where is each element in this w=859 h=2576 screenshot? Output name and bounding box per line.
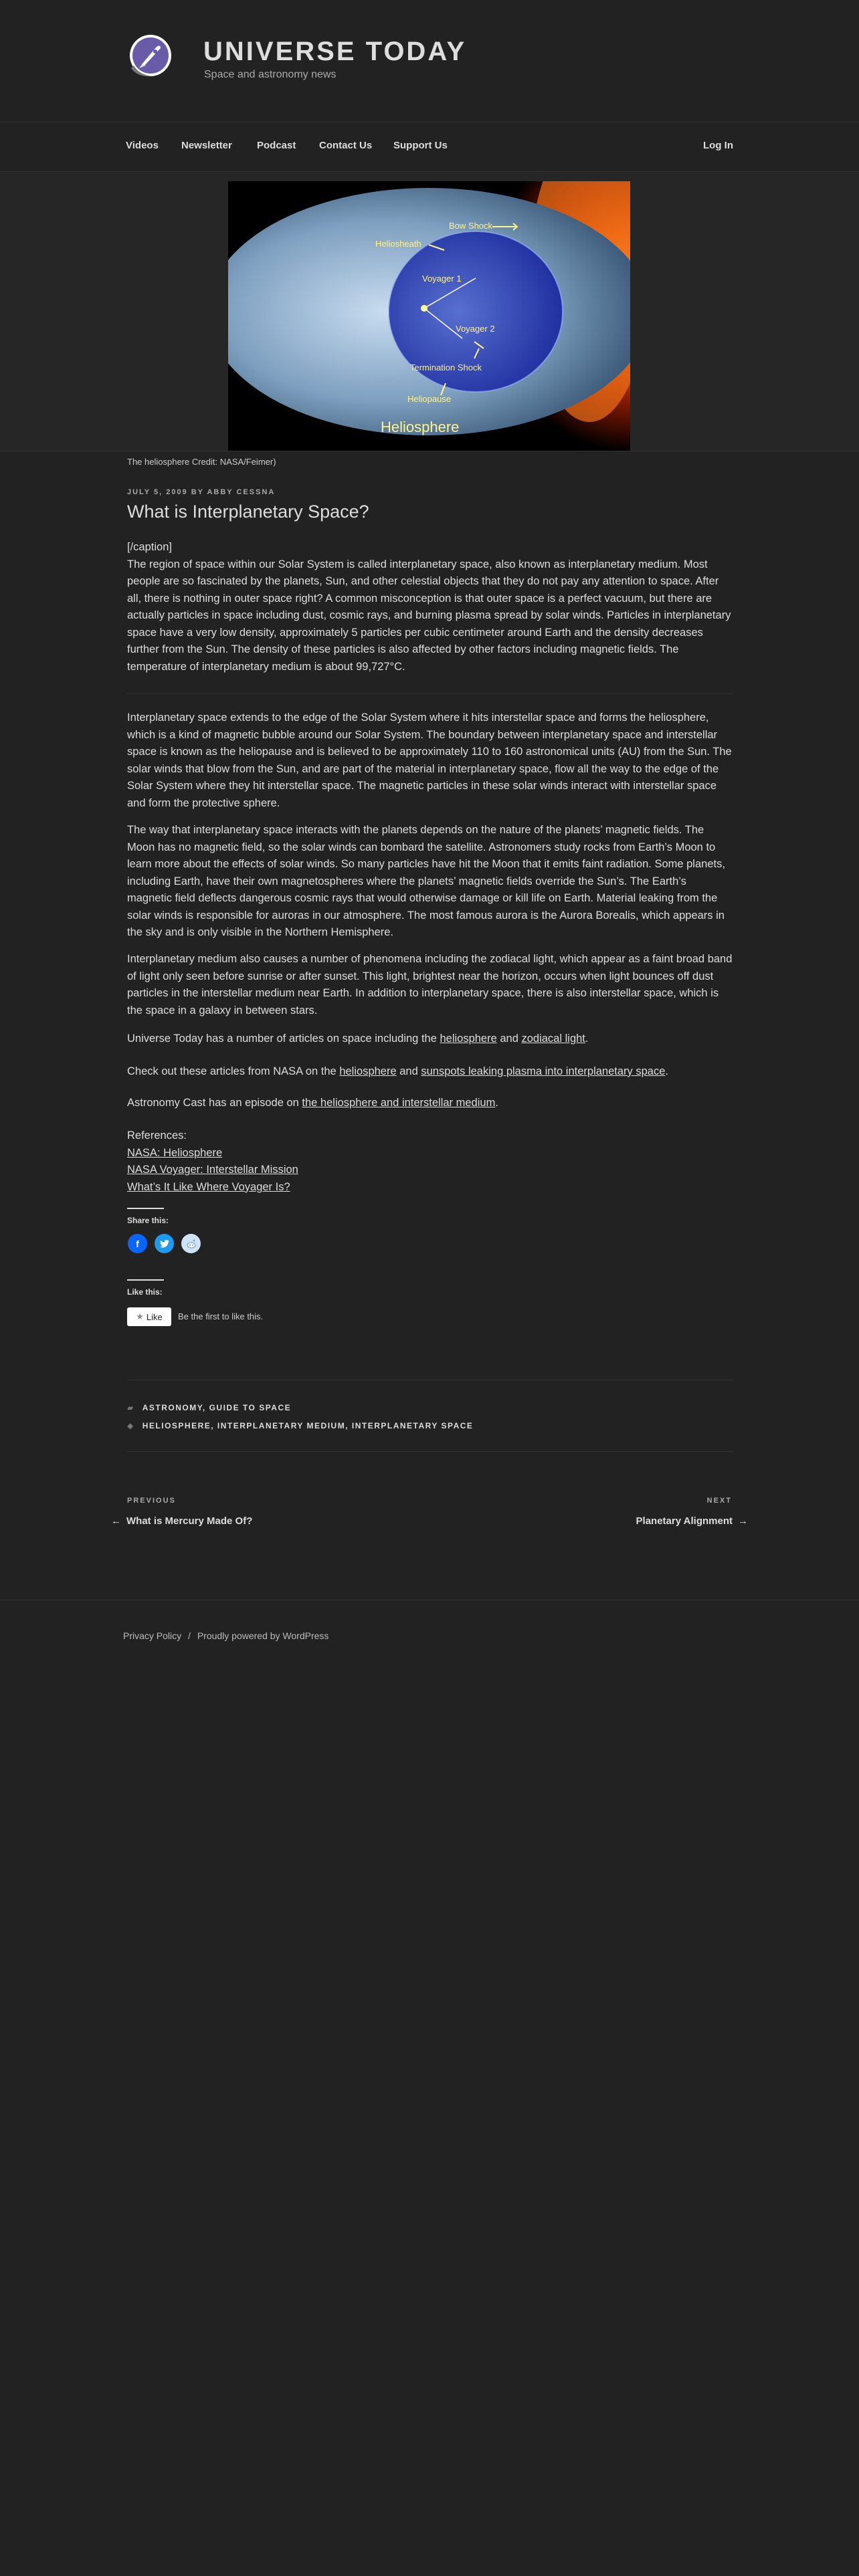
next-post-link[interactable] [636, 1515, 748, 1527]
categories-links[interactable]: ASTRONOMY, GUIDE TO SPACE [142, 1403, 292, 1412]
ref-voyager-article[interactable]: What’s It Like Where Voyager Is? [127, 1180, 290, 1193]
wordpress-link[interactable]: Proudly powered by WordPress [197, 1630, 329, 1641]
next-label: NEXT [706, 1497, 732, 1505]
paragraph-6 [127, 1063, 733, 1081]
reddit-share-button[interactable] [181, 1234, 201, 1253]
login-link[interactable]: Log In [703, 140, 733, 151]
content-separator [127, 693, 733, 694]
heliosphere-image [228, 181, 630, 451]
p5-text-end: . [585, 1033, 589, 1045]
post-title: What is Interplanetary Space? [127, 502, 369, 522]
main-navigation [0, 122, 859, 172]
label-heliosphere: Heliosphere [381, 419, 460, 435]
link-sunspots-plasma[interactable]: sunspots leaking plasma into interplanetary space [421, 1065, 666, 1077]
paragraph-5 [127, 1031, 733, 1048]
site-footer [123, 1630, 328, 1641]
facebook-share-button[interactable] [128, 1234, 147, 1253]
p6-text-mid: and [396, 1065, 421, 1077]
ref-nasa-voyager[interactable]: NASA Voyager: Interstellar Mission [127, 1164, 298, 1176]
caption-tag: [/caption] [127, 541, 172, 553]
previous-post-title: What is Mercury Made Of? [126, 1515, 253, 1527]
share-label: Share this: [127, 1216, 169, 1225]
site-header [0, 0, 859, 122]
nav-item-support-us[interactable]: Support Us [393, 140, 448, 151]
like-button-label: Like [146, 1311, 163, 1322]
nav-item-podcast[interactable]: Podcast [257, 140, 296, 151]
image-caption: The heliosphere Credit: NASA/Feimer) [127, 457, 276, 467]
rocket-logo-icon [126, 33, 173, 80]
label-heliopause: Heliopause [407, 394, 452, 404]
arrow-right-icon: → [738, 1515, 748, 1527]
folder-icon: ▰ [127, 1403, 134, 1412]
p7-text: Astronomy Cast has an episode on [127, 1097, 302, 1109]
privacy-policy-link[interactable]: Privacy Policy [123, 1630, 182, 1641]
site-description: Space and astronomy news [204, 69, 337, 80]
reddit-icon [186, 1239, 197, 1249]
p5-text-mid: and [496, 1033, 522, 1045]
featured-image-area [0, 172, 859, 451]
share-rule [127, 1208, 164, 1209]
site-logo[interactable] [126, 33, 173, 80]
footer-sep: / [188, 1630, 191, 1641]
nav-item-contact-us[interactable]: Contact Us [319, 140, 373, 151]
link-heliosphere-ut[interactable]: heliosphere [440, 1033, 497, 1045]
tags-row [127, 1421, 473, 1430]
label-termination-shock: Termination Shock [410, 362, 482, 372]
paragraph-2: Interplanetary space extends to the edge of the Solar System where it hits interstellar space and forms the heliosphere, which is a kind of magnetic bubble around our Solar System. The boundary between interplanetary space and interstellar space is known as the heliopause and is believed to be approximately 110 to 160 astronomical units (AU) from the Sun. The solar winds that blow from the Sun, and are part of the material in interplanetary space, flow all the way to the edge of the Solar System where they hit interstellar space. The magnetic particles in these solar winds interact with interstellar space and form the protective sphere. [127, 712, 732, 809]
nav-item-newsletter[interactable]: Newsletter [181, 140, 232, 151]
label-bow-shock: Bow Shock [449, 221, 493, 231]
like-label: Like this: [127, 1287, 163, 1297]
previous-label: PREVIOUS [127, 1497, 176, 1505]
tag-icon: ◆ [127, 1421, 134, 1430]
p6-text: Check out these articles from NASA on the [127, 1065, 340, 1077]
tags-links[interactable]: HELIOSPHERE, INTERPLANETARY MEDIUM, INTERPLANETARY SPACE [142, 1421, 474, 1430]
arrow-left-icon: ← [111, 1515, 121, 1527]
paragraph-3: The way that interplanetary space interacts with the planets depends on the nature of the planets’ magnetic fields. The Moon has no magnetic field, so the solar winds can bombard the satellite. Astronomers study rocks from Earth’s Moon to learn more about the effects of solar winds. So many particles have hit the Moon that it emits faint radiation. Some planets, including Earth, have their own magnetospheres where the planets’ magnetic fields override the Sun’s. The Earth’s magnetic field deflects dangerous cosmic rays that would otherwise damage or kill life on Earth. Material leaking from the solar winds is responsible for auroras in our atmosphere. The most famous aurora is the Aurora Borealis, which appears in the sky and is only visible in the Northern Hemisphere. [127, 824, 725, 939]
twitter-share-button[interactable] [155, 1234, 174, 1253]
like-button[interactable] [127, 1307, 171, 1326]
facebook-icon: f [136, 1238, 139, 1249]
ref-nasa-heliosphere[interactable]: NASA: Heliosphere [127, 1146, 223, 1159]
next-post-title: Planetary Alignment [636, 1515, 733, 1527]
label-voyager2: Voyager 2 [456, 324, 495, 334]
references-label: References: [127, 1130, 187, 1142]
twitter-icon [160, 1240, 169, 1248]
references [127, 1128, 733, 1196]
paragraph-4: Interplanetary medium also causes a number of phenomena including the zodiacal light, which appear as a faint broad band of light only seen before sunrise or after sunset. This light, brightest near the horizon, occurs when light bounces off dust particles in the interstellar medium near Earth. In addition to interplanetary space, there is also interstellar space, which is the space in a galaxy in between stars. [127, 953, 733, 1016]
site-title[interactable]: UNIVERSE TODAY [203, 37, 467, 66]
star-icon: ★ [136, 1311, 144, 1321]
label-heliosheath: Heliosheath [375, 239, 421, 249]
p7-text-end: . [495, 1097, 498, 1109]
like-rule [127, 1279, 164, 1281]
link-heliosphere-nasa[interactable]: heliosphere [339, 1065, 397, 1077]
paragraph-7 [127, 1095, 733, 1112]
taxonomy-separator-bottom [127, 1451, 733, 1452]
label-voyager1: Voyager 1 [422, 274, 462, 284]
paragraph-1: The region of space within our Solar System is called interplanetary space, also known as interplanetary medium. Most people are so fascinated by the planets, Sun, and other celestial objects that they do not pay any attention to space. After all, there is nothing in outer space right? A common misconception is that outer space is a perfect vacuum, but there are actually particles in space including dust, cosmic rays, and burning plasma spread by solar winds. Particles in interplanetary space have a very low density, approximately 5 particles per cubic centimeter around Earth and the density decreases further from the Sun. The density of these particles is also affected by other factors including magnetic fields. The temperature of interplanetary medium is about 99,727°C. [127, 558, 731, 673]
link-zodiacal-light[interactable]: zodiacal light [521, 1033, 585, 1045]
p6-text-end: . [665, 1065, 668, 1077]
categories-row [127, 1403, 291, 1412]
post-intro [127, 539, 733, 676]
like-text: Be the first to like this. [178, 1311, 264, 1321]
link-astronomy-cast[interactable]: the heliosphere and interstellar medium [302, 1097, 496, 1109]
previous-post-link[interactable] [111, 1515, 252, 1527]
post-meta[interactable]: JULY 5, 2009 BY ABBY CESSNA [127, 488, 276, 496]
p5-text: Universe Today has a number of articles on space including the [127, 1033, 440, 1045]
nav-item-videos[interactable]: Videos [126, 140, 159, 151]
